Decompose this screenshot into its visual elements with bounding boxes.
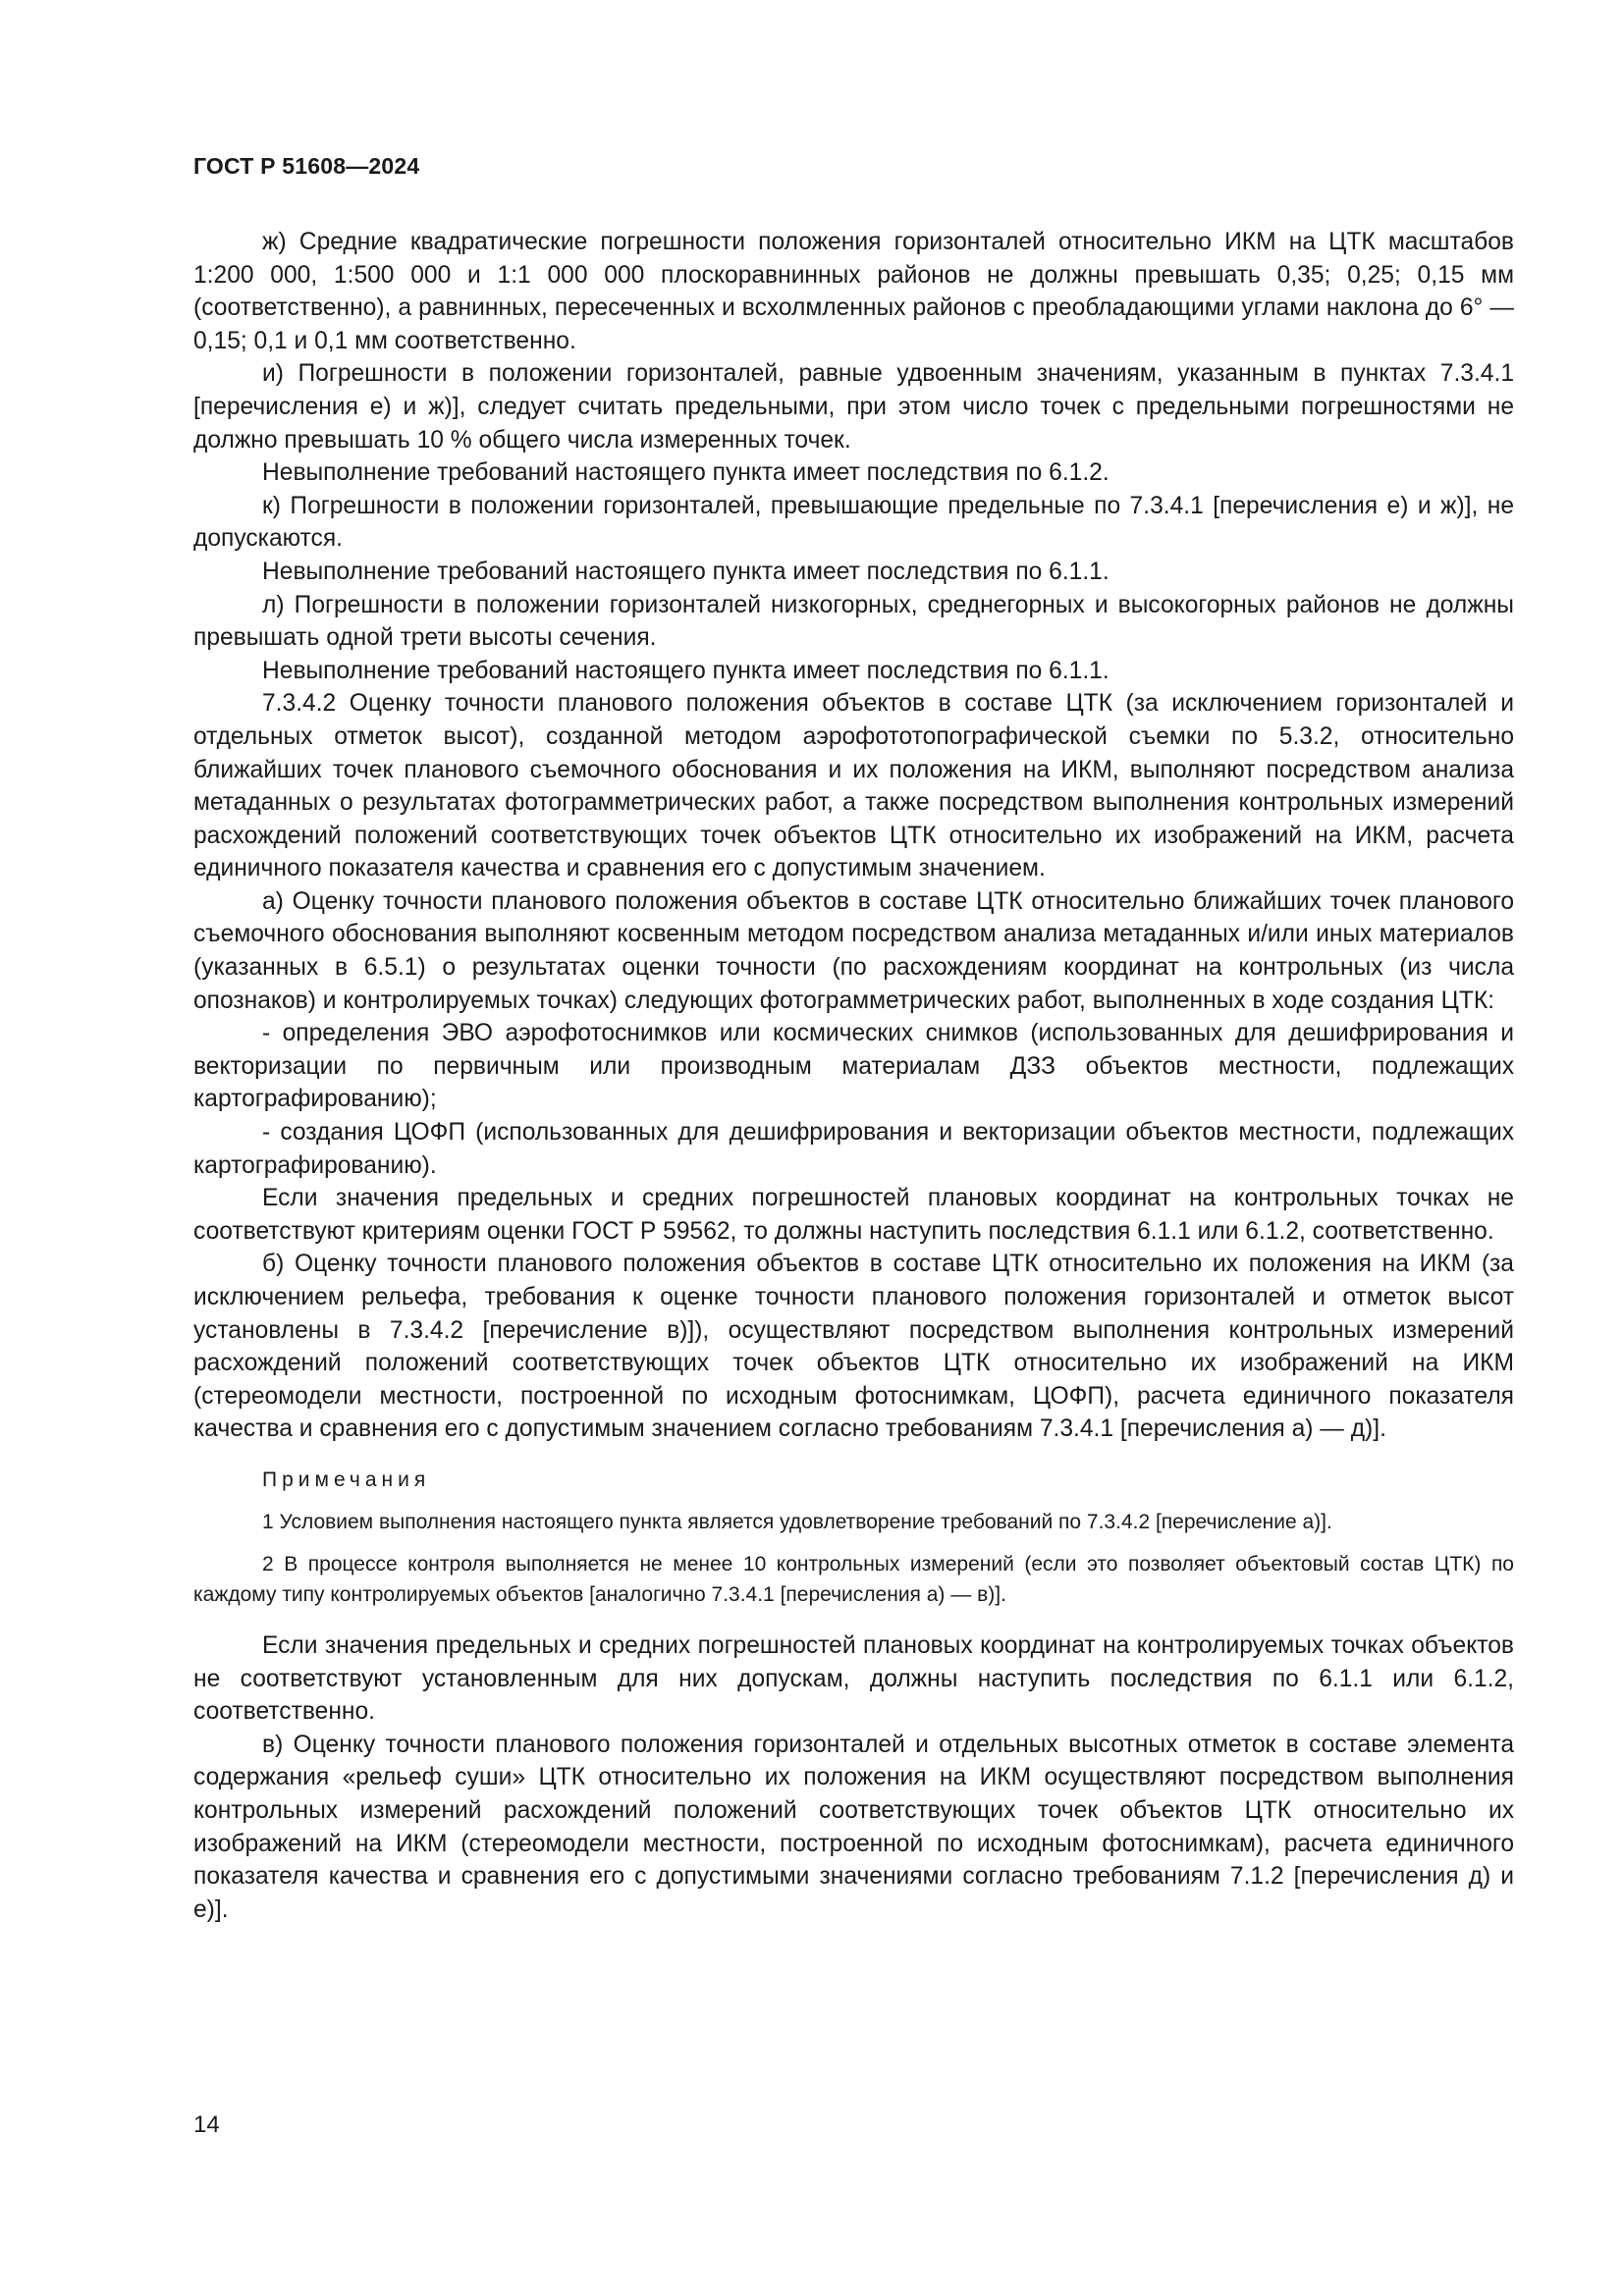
page-number: 14 (193, 2111, 220, 2138)
page-header-standard-title: ГОСТ Р 51608—2024 (193, 153, 420, 179)
paragraph-l: л) Погрешности в положении горизонталей низкогорных, среднегорных и высокогорных районов не должны превышать одной трети высоты сечения. (193, 591, 1514, 652)
note-item: 1 Условием выполнения настоящего пункта является удовлетворение требований по 7.3.4.2 [перечисление а)]. (262, 1510, 1332, 1533)
paragraph-7-3-4-2: 7.3.4.2 Оценку точности планового положения объектов в составе ЦТК (за исключением горизонталей и отдельных отметок высот), созданной методом аэрофототопографической съемки по 5.3.2, относительно ближайших точек планового съемочного обоснования и их положения на ИКМ, выполняют посредством анализа метаданных о результатах фотограмметрических работ, а также посредством выполнения контрольных измерений расхождений положений соответствующих точек объектов ЦТК относительно их изображений на ИКМ, расчета единичного показателя качества и сравнения его с допустимым значением. (193, 690, 1514, 882)
paragraph-b: б) Оценку точности планового положения объектов в составе ЦТК относительно их положения на ИКМ (за исключением рельефа, требования к оценке точности планового положения горизонталей и отметок высот установлены в 7.3.4.2 [перечисление в)]), осуществляют посредством выполнения контрольных измерений расхождений положений соответствующих точек объектов ЦТК относительно их изображений на ИКМ (стереомодели местности, построенной по исходным фотоснимкам, ЦОФП), расчета единичного показателя качества и сравнения его с допустимым значением согласно требованиям 7.3.4.1 [перечисления а) — д)]. (193, 1251, 1514, 1443)
note-item: 2 В процессе контроля выполняется не менее 10 контрольных измерений (если это позволяет объектовый состав ЦТК) по каждому типу контролируемых объектов [аналогично 7.3.4.1 [перечисления а) — в)]. (193, 1552, 1514, 1606)
paragraph-condition: Если значения предельных и средних погрешностей плановых координат на контрольных точках не соответствуют критериям оценки ГОСТ Р 59562, то должны наступить последствия 6.1.1 или 6.1.2, соответственно. (193, 1185, 1514, 1245)
body-text (193, 226, 1514, 1926)
list-item-dash: - создания ЦОФП (использованных для дешифрирования и векторизации объектов местности, подлежащих картографированию). (193, 1119, 1514, 1179)
paragraph-consequence: Невыполнение требований настоящего пункта имеет последствия по 6.1.1. (262, 558, 1110, 585)
paragraph-k: к) Погрешности в положении горизонталей, превышающие предельные по 7.3.4.1 [перечисления е) и ж)], не допускаются. (193, 492, 1514, 553)
paragraph-consequence: Невыполнение требований настоящего пункта имеет последствия по 6.1.2. (262, 459, 1110, 487)
paragraph-a: а) Оценку точности планового положения объектов в составе ЦТК относительно ближайших точек планового съемочного обоснования выполняют косвенным методом посредством анализа метаданных и/или иных материалов (указанных в 6.5.1) о результатах оценки точности (по расхождениям координат на контрольных (из числа опознаков) и контролируемых точках) следующих фотограмметрических работ, выполненных в ходе создания ЦТК: (193, 887, 1514, 1014)
paragraph-i: и) Погрешности в положении горизонталей, равные удвоенным значениям, указанным в пунктах 7.3.4.1 [перечисления е) и ж)], следует считать предельными, при этом число точек с предельными погрешностями не должно превышать 10 % общего числа измеренных точек. (193, 360, 1514, 454)
paragraph-v: в) Оценку точности планового положения горизонталей и отдельных высотных отметок в составе элемента содержания «рельеф суши» ЦТК относительно их положения на ИКМ осуществляют посредством выполнения контрольных измерений расхождений положений соответствующих точек объектов ЦТК относительно их изображений на ИКМ (стереомодели местности, построенной по исходным фотоснимкам), расчета единичного показателя качества и сравнения его с допустимыми значениями согласно требованиям 7.1.2 [перечисления д) и е)]. (193, 1731, 1514, 1923)
notes-title: Примечания (262, 1468, 431, 1491)
paragraph-condition: Если значения предельных и средних погрешностей плановых координат на контролируемых точках объектов не соответствуют установленным для них допускам, должны наступить последствия по 6.1.1 или 6.1.2, соответственно. (193, 1631, 1514, 1726)
list-item-dash: - определения ЭВО аэрофотоснимков или космических снимков (использованных для дешифрирования и векторизации по первичным или производным материалам ДЗЗ объектов местности, подлежащих картографированию); (193, 1020, 1514, 1113)
paragraph-zh: ж) Средние квадратические погрешности положения горизонталей относительно ИКМ на ЦТК масштабов 1:200 000, 1:500 000 и 1:1 000 000 плоскоравнинных районов не должны превышать 0,35; 0,25; 0,15 мм (соответственно), а равнинных, пересеченных и всхолмленных районов с преобладающими углами наклона до 6° — 0,15; 0,1 и 0,1 мм соответственно. (193, 229, 1514, 354)
paragraph-consequence: Невыполнение требований настоящего пункта имеет последствия по 6.1.1. (262, 657, 1110, 684)
